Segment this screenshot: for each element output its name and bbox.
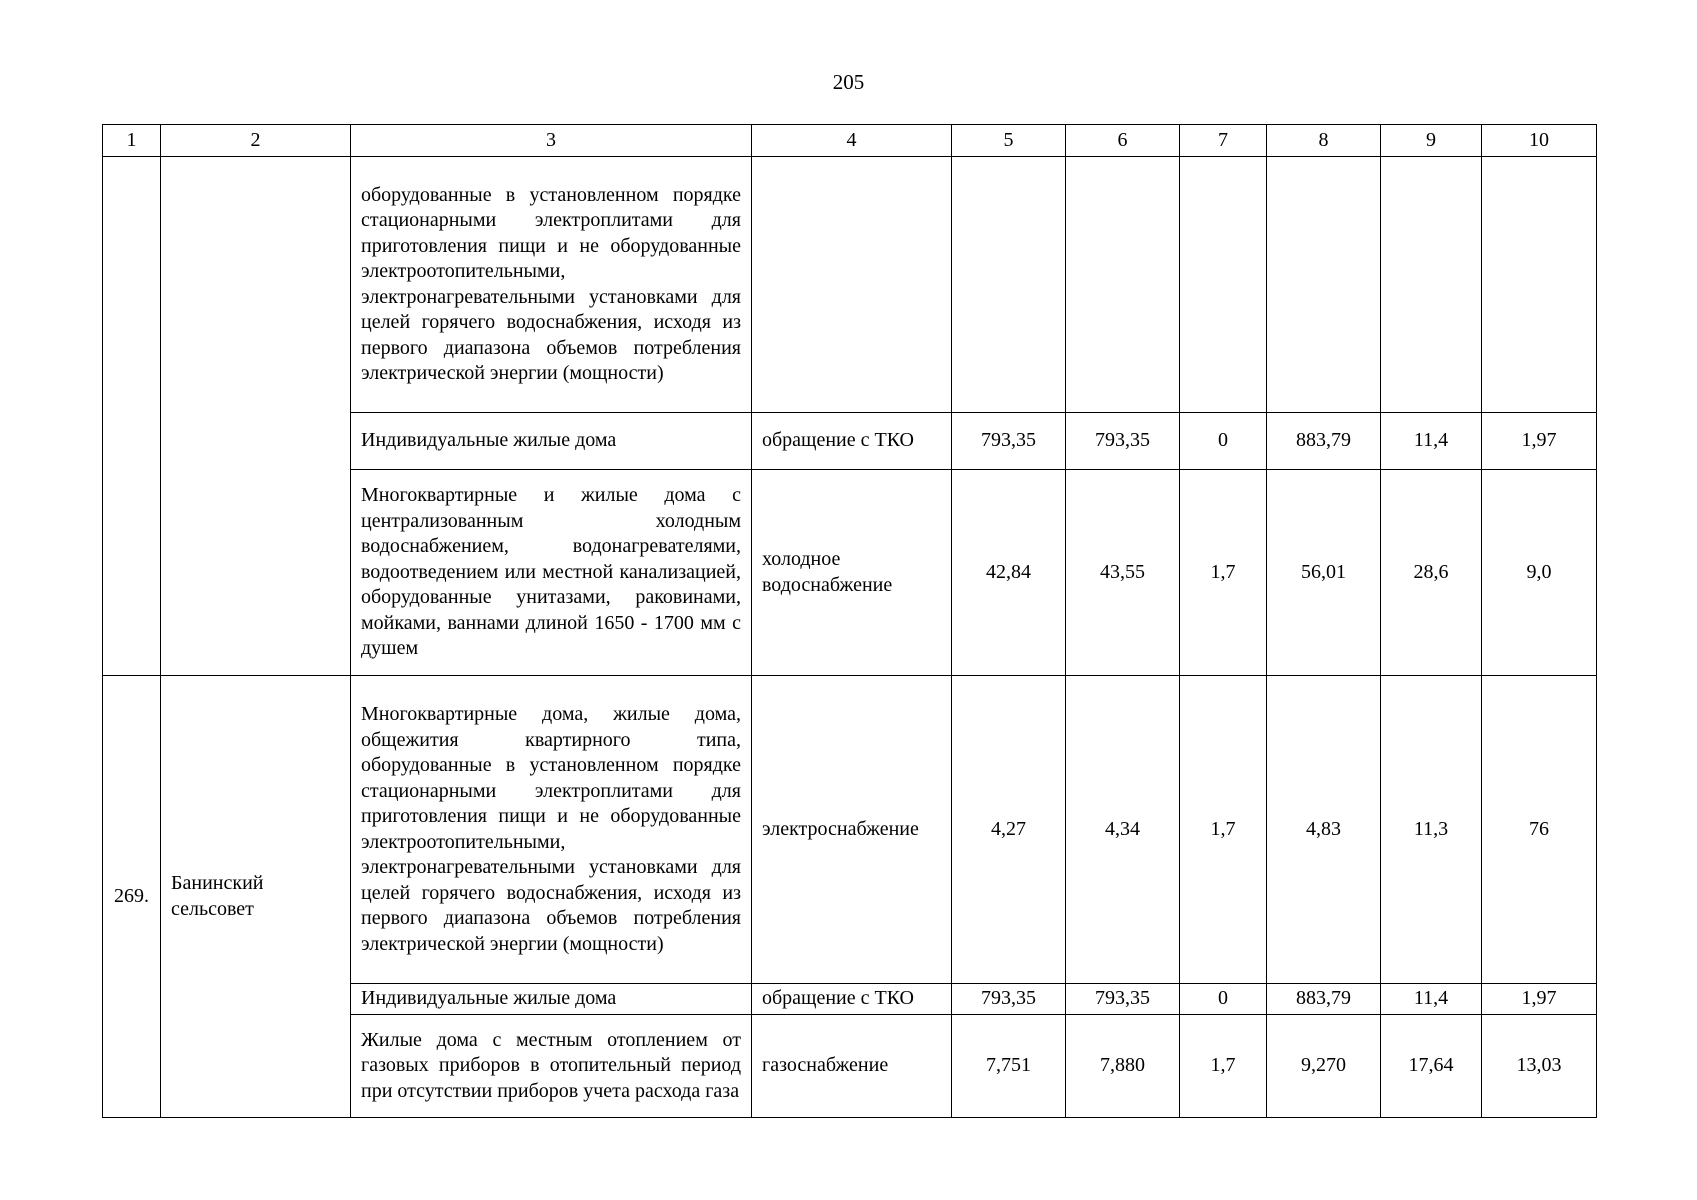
value-cell-8: 56,01 — [1267, 470, 1381, 676]
table-row — [103, 157, 1597, 413]
value-cell-8: 883,79 — [1267, 984, 1381, 1015]
column-number-10: 10 — [1482, 125, 1597, 157]
value-cell-9: 11,3 — [1381, 676, 1482, 984]
description-cell: Индивидуальные жилые дома — [351, 984, 752, 1015]
value-cell-5: 793,35 — [952, 413, 1066, 470]
value-cell-9: 11,4 — [1381, 984, 1482, 1015]
value-cell-7 — [1180, 157, 1267, 413]
value-cell-10 — [1482, 157, 1597, 413]
value-cell-8: 883,79 — [1267, 413, 1381, 470]
service-cell: холодное водоснабжение — [752, 470, 952, 676]
value-cell-9: 11,4 — [1381, 413, 1482, 470]
value-cell-9: 17,64 — [1381, 1015, 1482, 1118]
value-cell-6: 7,880 — [1066, 1015, 1180, 1118]
service-cell — [752, 157, 952, 413]
value-cell-6: 43,55 — [1066, 470, 1180, 676]
column-number-2: 2 — [161, 125, 351, 157]
value-cell-10: 9,0 — [1482, 470, 1597, 676]
value-cell-6: 793,35 — [1066, 984, 1180, 1015]
column-number-6: 6 — [1066, 125, 1180, 157]
description-cell: Многоквартирные и жилые дома с централизованным холодным водоснабжением, водонагревателями, водоотведением или местной канализацией, оборудованные унитазами, раковинами, мойками, ваннами длиной 1650 - 1700 мм с душем — [351, 470, 752, 676]
value-cell-5: 4,27 — [952, 676, 1066, 984]
value-cell-5: 7,751 — [952, 1015, 1066, 1118]
municipality-cell: Банинский сельсовет — [161, 676, 351, 1118]
value-cell-8 — [1267, 157, 1381, 413]
entry-number-cell: 269. — [103, 676, 161, 1118]
value-cell-6: 793,35 — [1066, 413, 1180, 470]
description-cell: Жилые дома с местным отоплением от газовых приборов в отопительный период при отсутствии приборов учета расхода газа — [351, 1015, 752, 1118]
column-number-9: 9 — [1381, 125, 1482, 157]
value-cell-10: 1,97 — [1482, 413, 1597, 470]
column-number-row — [103, 125, 1597, 157]
value-cell-8: 9,270 — [1267, 1015, 1381, 1118]
column-number-7: 7 — [1180, 125, 1267, 157]
value-cell-6: 4,34 — [1066, 676, 1180, 984]
service-cell: электроснабжение — [752, 676, 952, 984]
value-cell-7: 0 — [1180, 984, 1267, 1015]
service-cell: обращение с ТКО — [752, 984, 952, 1015]
value-cell-9 — [1381, 157, 1482, 413]
municipality-cell — [161, 157, 351, 676]
value-cell-10: 76 — [1482, 676, 1597, 984]
column-number-3: 3 — [351, 125, 752, 157]
entry-number-cell — [103, 157, 161, 676]
description-cell: оборудованные в установленном порядке стационарными электроплитами для приготовления пищи и не оборудованные электроотопительными, электронагревательными установками для целей горячего водоснабжения, исходя из первого диапазона объемов потребления электрической энергии (мощности) — [351, 157, 752, 413]
value-cell-8: 4,83 — [1267, 676, 1381, 984]
value-cell-7: 1,7 — [1180, 1015, 1267, 1118]
service-cell: газоснабжение — [752, 1015, 952, 1118]
value-cell-7: 0 — [1180, 413, 1267, 470]
column-number-4: 4 — [752, 125, 952, 157]
column-number-5: 5 — [952, 125, 1066, 157]
description-cell: Индивидуальные жилые дома — [351, 413, 752, 470]
column-number-8: 8 — [1267, 125, 1381, 157]
value-cell-10: 13,03 — [1482, 1015, 1597, 1118]
service-cell: обращение с ТКО — [752, 413, 952, 470]
value-cell-7: 1,7 — [1180, 676, 1267, 984]
value-cell-5 — [952, 157, 1066, 413]
value-cell-7: 1,7 — [1180, 470, 1267, 676]
page-number: 205 — [832, 70, 865, 94]
value-cell-5: 42,84 — [952, 470, 1066, 676]
column-number-1: 1 — [103, 125, 161, 157]
value-cell-10: 1,97 — [1482, 984, 1597, 1015]
value-cell-6 — [1066, 157, 1180, 413]
table-row — [103, 676, 1597, 984]
value-cell-9: 28,6 — [1381, 470, 1482, 676]
value-cell-5: 793,35 — [952, 984, 1066, 1015]
description-cell: Многоквартирные дома, жилые дома, общежития квартирного типа, оборудованные в установленном порядке стационарными электроплитами для приготовления пищи и не оборудованные электроотопительными, электронагревательными установками для целей горячего водоснабжения, исходя из первого диапазона объемов потребления электрической энергии (мощности) — [351, 676, 752, 984]
tariff-table — [102, 124, 1597, 1118]
